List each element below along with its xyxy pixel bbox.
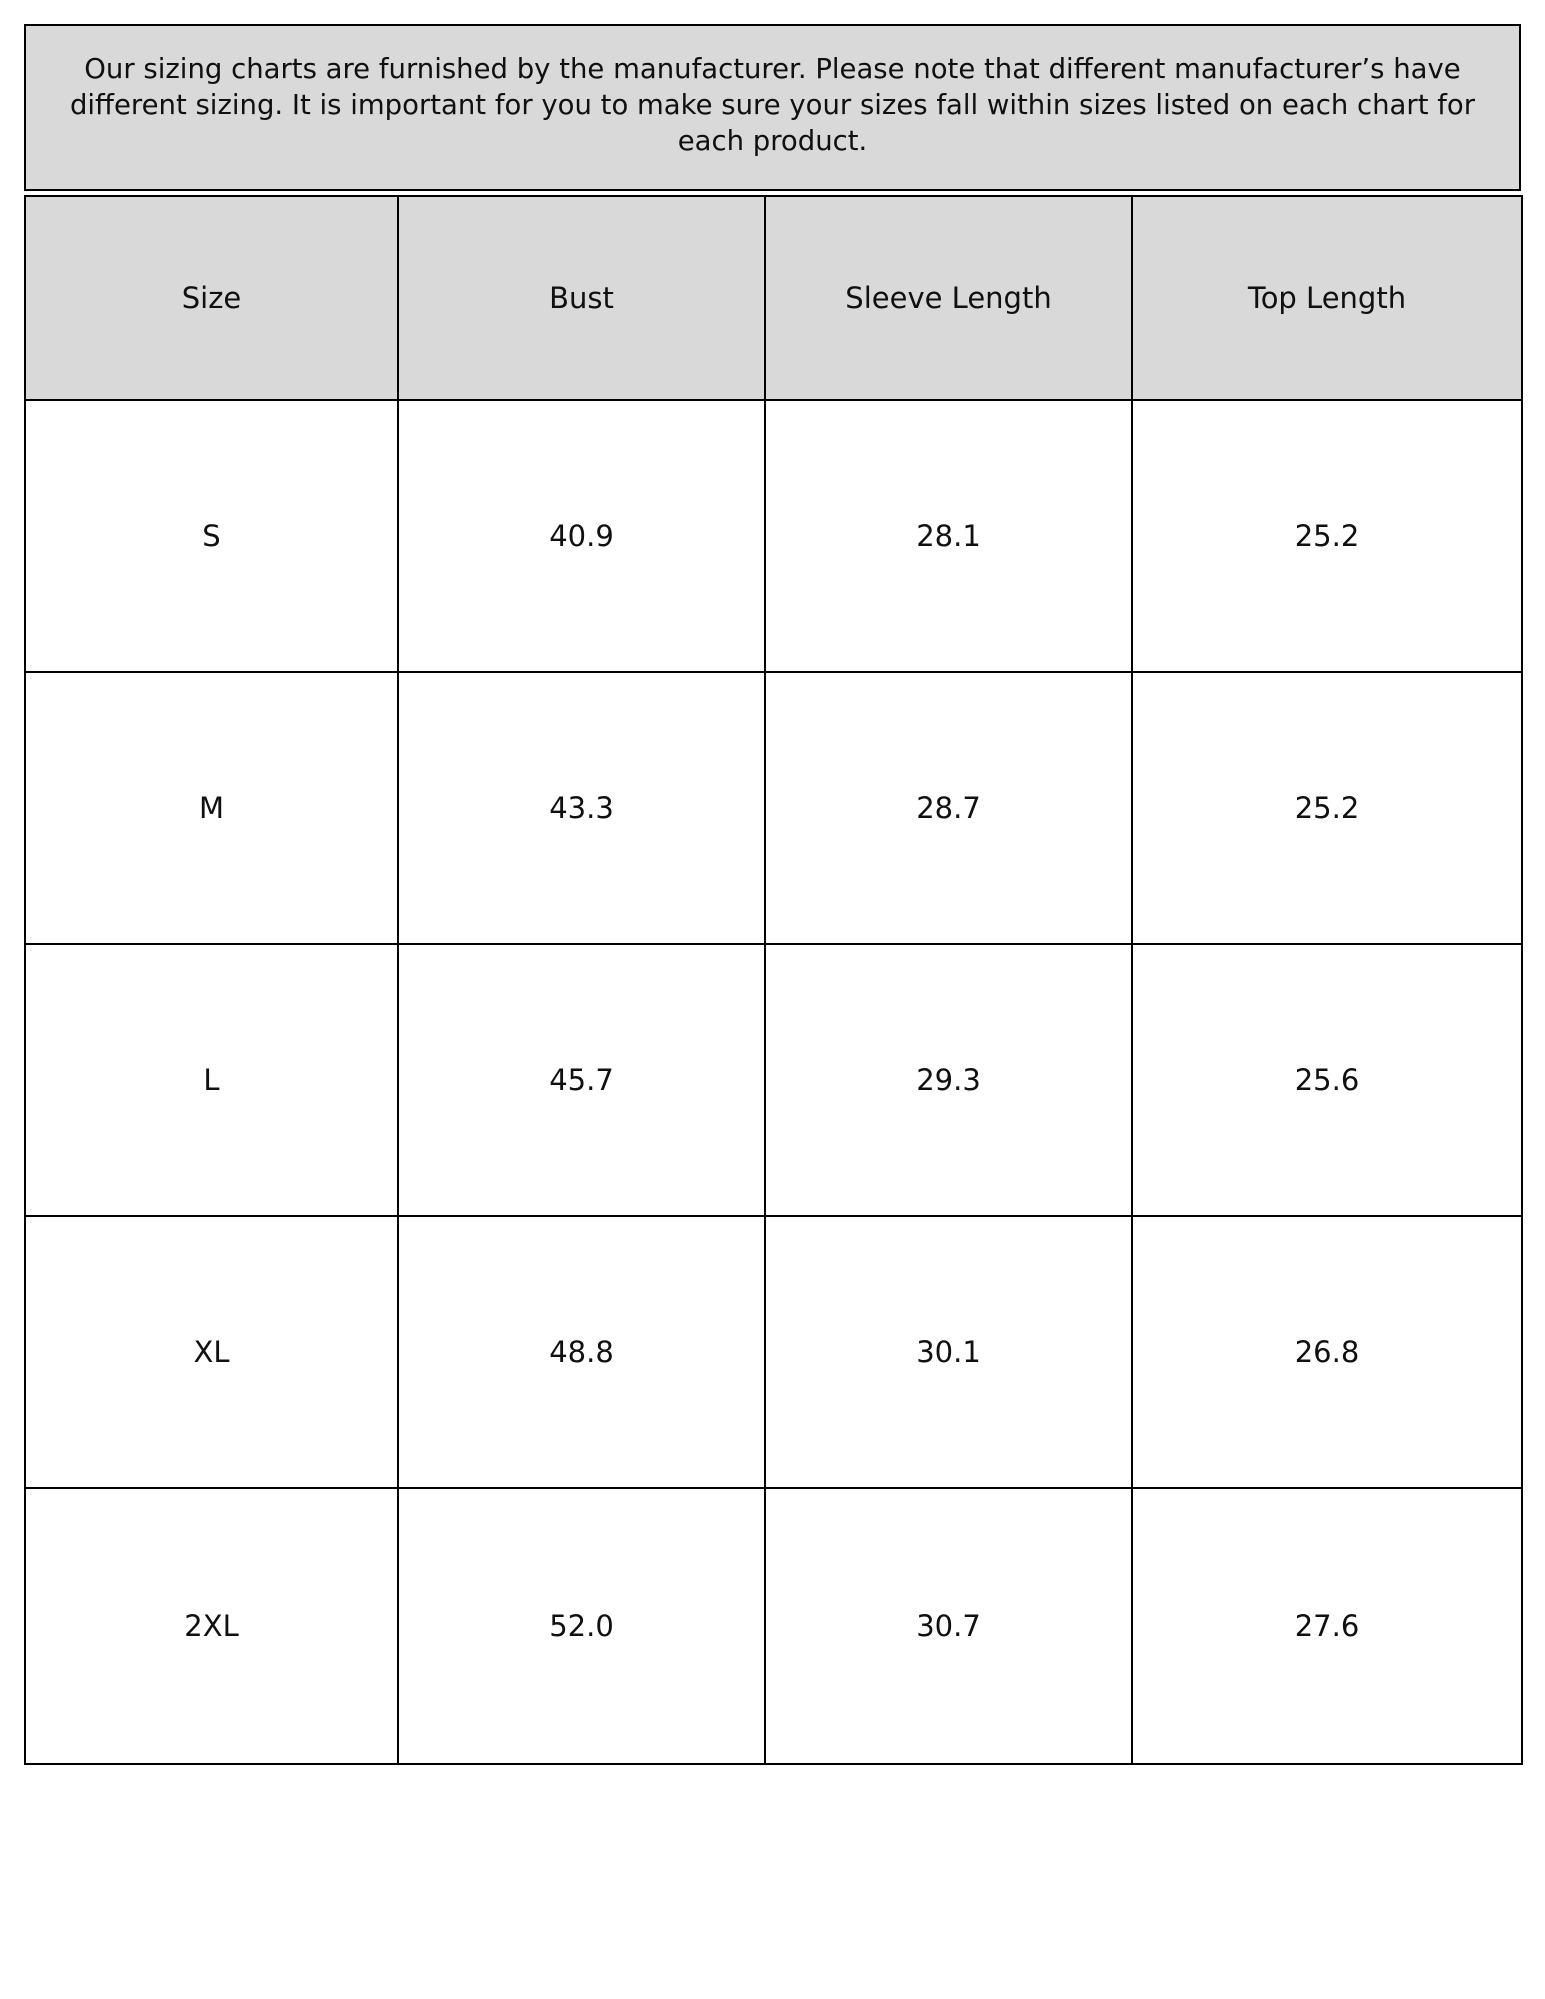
cell-bust: 43.3 (398, 672, 765, 944)
cell-size: S (25, 400, 398, 672)
cell-bust: 45.7 (398, 944, 765, 1216)
table-header (25, 196, 1522, 400)
table-row (25, 400, 1522, 672)
column-header-sleeve-length: Sleeve Length (765, 196, 1132, 400)
sizing-notice: Our sizing charts are furnished by the manufacturer. Please note that different manufacturer’s have different sizing. It is important for you to make sure your sizes fall within sizes listed on each chart for each product. (24, 24, 1521, 191)
cell-size: 2XL (25, 1488, 398, 1764)
cell-bust: 40.9 (398, 400, 765, 672)
cell-top-length: 25.2 (1132, 672, 1522, 944)
cell-size: M (25, 672, 398, 944)
cell-size: XL (25, 1216, 398, 1488)
column-header-bust: Bust (398, 196, 765, 400)
table-row (25, 672, 1522, 944)
cell-top-length: 25.2 (1132, 400, 1522, 672)
cell-sleeve-length: 29.3 (765, 944, 1132, 1216)
table-row (25, 1216, 1522, 1488)
cell-sleeve-length: 28.7 (765, 672, 1132, 944)
size-chart-sheet (24, 24, 1521, 1765)
cell-bust: 48.8 (398, 1216, 765, 1488)
cell-top-length: 27.6 (1132, 1488, 1522, 1764)
table-row (25, 944, 1522, 1216)
cell-sleeve-length: 28.1 (765, 400, 1132, 672)
cell-size: L (25, 944, 398, 1216)
cell-bust: 52.0 (398, 1488, 765, 1764)
size-chart-table (24, 195, 1523, 1765)
table-header-row (25, 196, 1522, 400)
cell-sleeve-length: 30.7 (765, 1488, 1132, 1764)
cell-top-length: 26.8 (1132, 1216, 1522, 1488)
table-row (25, 1488, 1522, 1764)
cell-sleeve-length: 30.1 (765, 1216, 1132, 1488)
cell-top-length: 25.6 (1132, 944, 1522, 1216)
column-header-top-length: Top Length (1132, 196, 1522, 400)
column-header-size: Size (25, 196, 398, 400)
table-body (25, 400, 1522, 1764)
